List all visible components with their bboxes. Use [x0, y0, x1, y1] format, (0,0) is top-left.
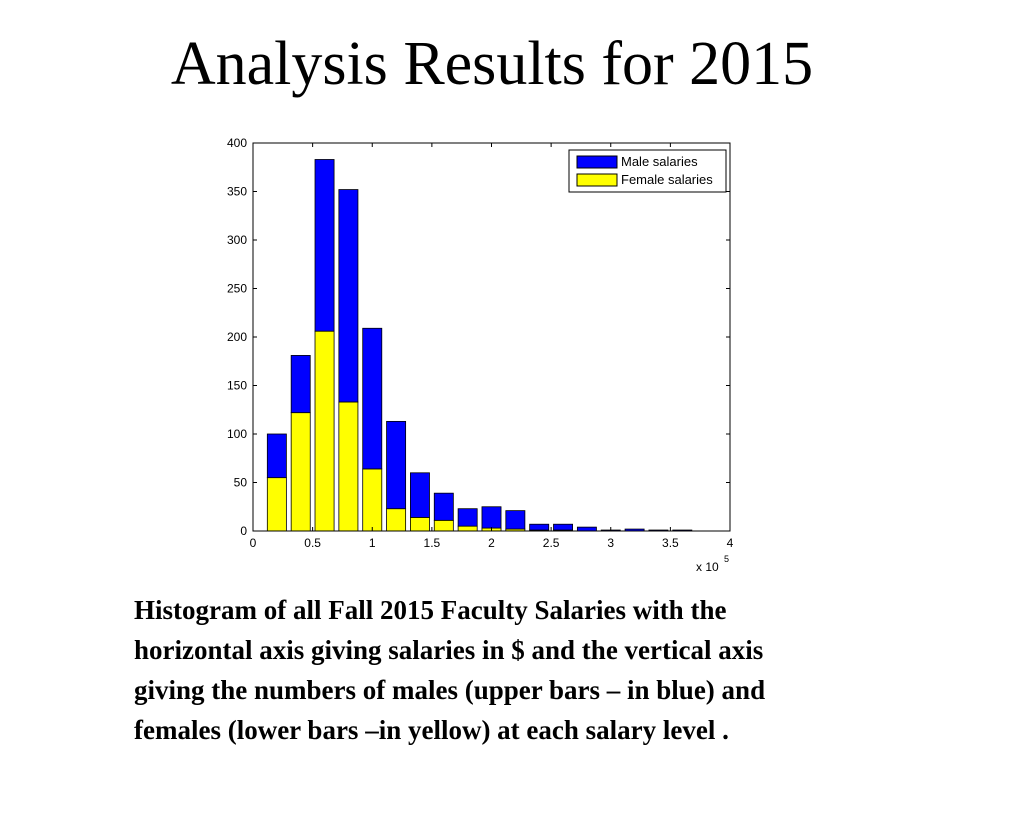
bar-female-salaries: [458, 526, 477, 531]
legend-swatch-male: [577, 156, 617, 168]
bar-male-salaries: [387, 421, 406, 508]
bar-female-salaries: [291, 413, 310, 531]
bar-female-salaries: [434, 520, 453, 531]
bar-female-salaries: [315, 331, 334, 531]
bar-male-salaries: [363, 328, 382, 469]
y-tick-label: 50: [233, 475, 247, 490]
caption-line: giving the numbers of males (upper bars – in blue) and: [134, 675, 766, 705]
x-axis-multiplier: x 10: [696, 560, 719, 574]
bar-male-salaries: [458, 509, 477, 526]
y-tick-label: 350: [226, 184, 247, 199]
bar-male-salaries: [530, 524, 549, 530]
y-tick-label: 100: [226, 427, 247, 441]
bar-male-salaries: [410, 473, 429, 518]
y-tick-label: 250: [226, 281, 247, 296]
chart-legend: [569, 150, 726, 192]
x-axis-multiplier-exponent: 5: [724, 554, 730, 564]
y-tick-label: 200: [226, 330, 247, 344]
legend-swatch-female: [577, 174, 617, 186]
slide-title: Analysis Results for 2015: [170, 30, 814, 98]
legend-label-male: Male salaries: [621, 154, 698, 169]
figure-caption: [134, 590, 934, 750]
salary-histogram-chart: [200, 128, 760, 580]
bar-female-salaries: [363, 469, 382, 531]
bar-female-salaries: [387, 509, 406, 531]
bar-male-salaries: [267, 434, 286, 478]
legend-label-female: Female salaries: [621, 172, 713, 187]
y-tick-label: 300: [226, 233, 247, 247]
x-tick-label: 1.5: [423, 536, 441, 550]
x-tick-label: 2.5: [542, 536, 560, 550]
bar-male-salaries: [339, 190, 358, 402]
bar-male-salaries: [315, 159, 334, 331]
bar-male-salaries: [506, 511, 525, 529]
caption-line: Histogram of all Fall 2015 Faculty Salaries with the: [134, 595, 727, 625]
x-tick-label: 0.5: [304, 536, 321, 550]
bar-male-salaries: [482, 507, 501, 528]
bar-male-salaries: [554, 524, 573, 530]
bar-female-salaries: [410, 517, 429, 531]
x-tick-label: 1: [368, 536, 376, 550]
y-tick-label: 0: [240, 524, 247, 538]
x-tick-label: 2: [488, 536, 495, 550]
y-tick-label: 400: [226, 136, 247, 150]
x-tick-label: 3: [607, 536, 615, 550]
caption-line: horizontal axis giving salaries in $ and the vertical axis: [134, 635, 764, 665]
x-tick-label: 4: [726, 536, 734, 550]
bar-male-salaries: [434, 493, 453, 520]
x-tick-label: 0: [249, 536, 257, 550]
bar-male-salaries: [577, 527, 596, 531]
y-tick-label: 150: [226, 378, 247, 393]
bar-male-salaries: [291, 355, 310, 412]
caption-line: females (lower bars –in yellow) at each salary level .: [134, 715, 729, 745]
x-tick-label: 3.5: [662, 536, 679, 550]
bar-female-salaries: [339, 402, 358, 531]
bar-female-salaries: [267, 478, 286, 531]
